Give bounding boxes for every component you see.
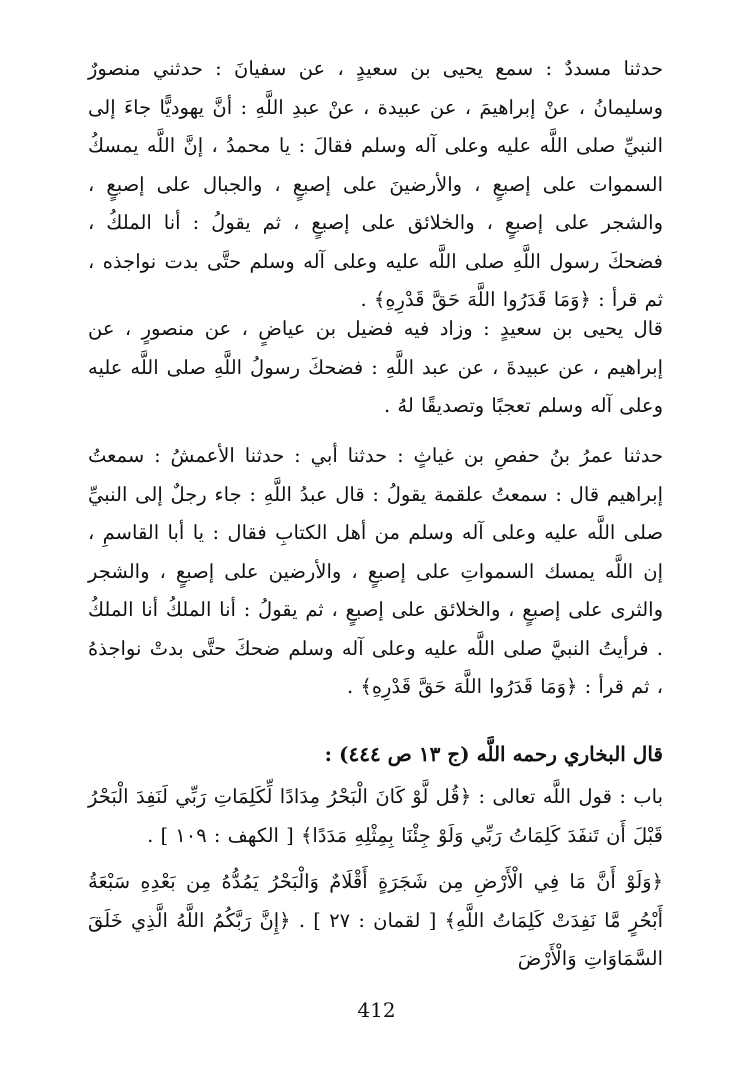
page-number: 412 [357,998,396,1022]
hadith-paragraph-3: حدثنا عمرُ بنُ حفصِ بن غياثٍ : حدثنا أبي : حدثنا الأعمشُ : سمعتُ إبراهيم قال : سمعتُ علقمة يقولُ : قال عبدُ اللَّهِ : جاء رجلٌ إلى النبيِّ صلى اللَّه عليه وعلى آله وسلم من أهل الكتابِ فقال : يا أبا القاسمِ ، إن اللَّه يمسك السمواتِ على إصبعٍ ، والأرضين على إصبعٍ ، والشجر والثرى على إصبعٍ ، والخلائق على إصبعٍ ، ثم يقولُ : أنا الملكُ أنا الملكُ . فرأيتُ النبيَّ صلى اللَّه عليه وعلى آله وسلم ضحكَ حتَّى بدتْ نواجذهُ ، ثم قرأ : ﴿وَمَا قَدَرُوا اللَّهَ حَقَّ قَدْرِهِ﴾ . [88,444,663,698]
chapter-paragraph-2: ﴿وَلَوْ أَنَّ مَا فِي الْأَرْضِ مِن شَجَرَةٍ أَقْلَامٌ وَالْبَحْرُ يَمُدُّهُ مِن بَعْدِهِ سَبْعَةُ أَبْحُرٍ مَّا نَفِدَتْ كَلِمَاتُ اللَّهِ﴾ [ لقمان : ٢٧ ] . ﴿إِنَّ رَبَّكُمُ اللَّهُ الَّذِي خَلَقَ السَّمَاوَاتِ وَالْأَرْضَ [88,870,663,970]
chapter-paragraph-1: باب : قول اللَّه تعالى : ﴿قُل لَّوْ كَانَ الْبَحْرُ مِدَادًا لِّكَلِمَاتِ رَبِّي لَنَفِدَ الْبَحْرُ قَبْلَ أَن تَنفَدَ كَلِمَاتُ رَبِّي وَلَوْ جِئْنَا بِمِثْلِهِ مَدَدًا﴾ [ الكهف : ١٠٩ ] . [88,785,663,847]
section-heading: قال البخاري رحمه اللَّه (ج ١٣ ص ٤٤٤) : [324,742,663,766]
hadith-paragraph-1: حدثنا مسددٌ : سمع يحيى بن سعيدٍ ، عن سفيانَ : حدثني منصورٌ وسليمانُ ، عنْ إبراهيمَ ، عن عبيدة ، عنْ عبدِ اللَّهِ : أنَّ يهوديًّا جاءَ إلى النبيِّ صلى اللَّه عليه وعلى آله وسلم فقالَ : يا محمدُ ، إنَّ اللَّه يمسكُ السموات على إصبعٍ ، والأرضينَ على إصبعٍ ، والجبال على إصبعٍ ، والشجر على إصبعٍ ، والخلائق على إصبعٍ ، ثم يقولُ : أنا الملكُ ، فضحكَ رسول اللَّهِ صلى اللَّه عليه وعلى آله وسلم حتَّى بدت نواجذه ، ثم قرأ : ﴿وَمَا قَدَرُوا اللَّهَ حَقَّ قَدْرِهِ﴾ . [88,57,663,311]
hadith-paragraph-2: قال يحيى بن سعيدٍ : وزاد فيه فضيل بن عياضٍ ، عن منصورٍ ، عن إبراهيم ، عن عبيدةَ ، عن عبد اللَّهِ : فضحكَ رسولُ اللَّهِ صلى اللَّه عليه وعلى آله وسلم تعجبًا وتصديقًا لهُ . [88,317,663,417]
